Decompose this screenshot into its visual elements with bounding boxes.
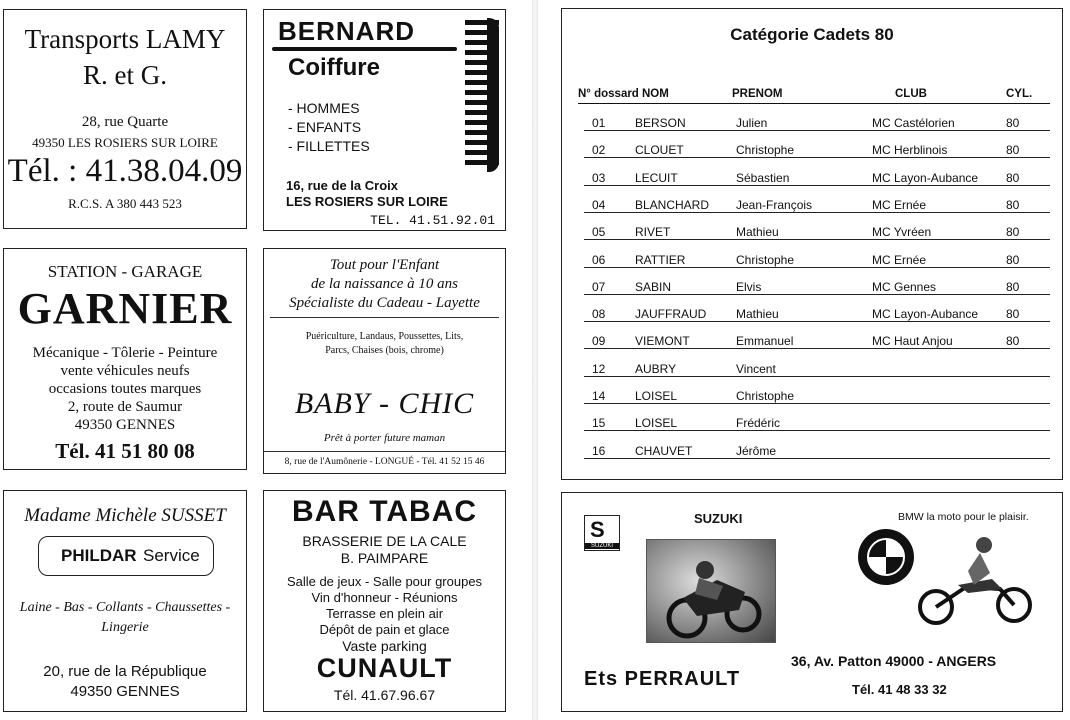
cell-cyl: 80 — [1006, 116, 1020, 130]
cell-nom: RATTIER — [635, 252, 686, 267]
cell-dossard: 09 — [592, 334, 606, 349]
cell-dossard: 01 — [592, 116, 606, 130]
brasserie-name: BRASSERIE DE LA CALE — [302, 533, 467, 549]
logo-underline — [272, 47, 457, 51]
suzuki-logo-label: SUZUKI — [585, 543, 619, 549]
page-gutter — [532, 0, 538, 720]
product-line: Puériculture, Landaus, Poussettes, Lits, — [305, 331, 464, 342]
cell-club: MC Haut Anjou — [872, 334, 953, 349]
table-row — [562, 110, 1062, 137]
product-line: Parcs, Chaises (bois, chrome) — [325, 345, 444, 356]
cell-dossard: 05 — [592, 225, 606, 240]
header-prenom: PRENOM — [732, 88, 783, 100]
row-underline — [584, 239, 1050, 240]
cell-prenom: Christophe — [736, 252, 795, 267]
cell-prenom: Julien — [736, 116, 768, 130]
header-nom: NOM — [642, 88, 669, 100]
table-row — [562, 137, 1062, 164]
address-phone: 8, rue de l'Aumônerie - LONGUÉ - Tél. 41 52 15 46 — [284, 457, 485, 467]
street-address: 16, rue de la Croix — [286, 178, 398, 193]
cell-dossard: 08 — [592, 307, 606, 322]
header-dossard: N° dossard — [578, 88, 639, 100]
cell-dossard: 02 — [592, 143, 606, 158]
cell-nom: RIVET — [635, 225, 671, 240]
table-row — [562, 247, 1062, 274]
header-divider — [578, 103, 1050, 104]
cell-club: MC Layon-Aubance — [872, 170, 979, 185]
street-address: 28, rue Quarte — [81, 114, 169, 130]
brand-subtitle: Coiffure — [288, 54, 380, 81]
phildar-brand: PHILDAR — [61, 546, 137, 565]
cell-prenom: Elvis — [736, 279, 762, 294]
divider — [270, 317, 499, 318]
cell-club: MC Herblinois — [872, 143, 948, 158]
table-row — [562, 383, 1062, 410]
ad-bernard-coiffure — [263, 9, 506, 231]
cell-cyl: 80 — [1006, 170, 1020, 185]
street-address: 20, rue de la République — [43, 663, 207, 680]
row-underline — [584, 294, 1050, 295]
cell-prenom: Jean-François — [736, 197, 813, 212]
cell-prenom: Vincent — [736, 361, 776, 376]
phone-number: Tél. 41 48 33 32 — [852, 682, 947, 697]
cell-club: MC Ernée — [872, 197, 927, 212]
ad-garage-garnier — [3, 248, 247, 470]
cell-prenom: Jérôme — [736, 443, 777, 458]
cell-cyl: 80 — [1006, 334, 1020, 349]
service-line: Mécanique - Tôlerie - Peinture — [32, 345, 218, 361]
cell-prenom: Mathieu — [736, 307, 779, 322]
cell-cyl: 80 — [1006, 279, 1020, 294]
table-row — [562, 274, 1062, 301]
row-underline — [584, 430, 1050, 431]
feature-line: Dépôt de pain et glace — [319, 622, 450, 637]
cell-prenom: Mathieu — [736, 225, 779, 240]
cell-prenom: Sébastien — [736, 170, 790, 185]
cell-dossard: 04 — [592, 197, 606, 212]
suzuki-brand: SUZUKI — [694, 511, 743, 526]
ad-transports-lamy — [3, 9, 247, 229]
ad-phildar-sussut — [3, 490, 247, 712]
cell-nom: CHAUVET — [635, 443, 693, 458]
cell-club: MC Castélorien — [872, 116, 955, 130]
town-name: CUNAULT — [316, 653, 453, 683]
service-item: - ENFANTS — [288, 119, 362, 135]
cell-dossard: 15 — [592, 416, 606, 431]
feature-line: Terrasse en plein air — [325, 606, 444, 621]
row-underline — [584, 403, 1050, 404]
cell-prenom: Christophe — [736, 143, 795, 158]
phone-number: Tél. 41 51 80 08 — [55, 439, 195, 463]
table-row — [562, 410, 1062, 437]
header-cyl: CYL. — [1006, 88, 1033, 100]
table-row — [562, 219, 1062, 246]
cell-cyl: 80 — [1006, 197, 1020, 212]
cell-nom: BLANCHARD — [635, 197, 710, 212]
tagline: Tout pour l'Enfant — [329, 257, 440, 273]
city-address: LES ROSIERS SUR LOIRE — [286, 194, 448, 209]
bmw-tagline: BMW la moto pour le plaisir. — [898, 511, 1029, 523]
cell-club: MC Ernée — [872, 252, 927, 267]
city-address: 49350 GENNES — [74, 417, 176, 433]
business-name: GARNIER — [17, 284, 233, 333]
cell-club: MC Gennes — [872, 279, 937, 294]
cell-club: MC Layon-Aubance — [872, 307, 979, 322]
cell-nom: VIEMONT — [635, 334, 690, 349]
business-address: 36, Av. Patton 49000 - ANGERS — [791, 653, 997, 669]
ad-baby-chic — [263, 248, 506, 474]
cell-dossard: 06 — [592, 252, 606, 267]
cell-nom: SABIN — [635, 279, 672, 294]
cell-nom: LOISEL — [635, 389, 678, 403]
brand-name: BERNARD — [278, 16, 415, 46]
table-row — [562, 165, 1062, 192]
tagline: de la naissance à 10 ans — [310, 276, 459, 292]
row-underline — [584, 458, 1050, 459]
ad-bar-tabac — [263, 490, 506, 712]
header-club: CLUB — [895, 88, 927, 100]
business-name: Transports LAMY — [24, 24, 226, 54]
comb-icon — [465, 18, 499, 172]
row-underline — [584, 267, 1050, 268]
cell-cyl: 80 — [1006, 225, 1020, 240]
city-address: 49350 GENNES — [70, 683, 180, 700]
cell-club: MC Yvréen — [872, 225, 932, 240]
product-line: Lingerie — [101, 620, 149, 635]
row-underline — [584, 157, 1050, 158]
business-name: Ets PERRAULT — [584, 668, 741, 690]
cell-nom: AUBRY — [635, 361, 677, 376]
results-table-cadets — [561, 8, 1063, 480]
table-row — [562, 328, 1062, 355]
cell-cyl: 80 — [1006, 307, 1020, 322]
cell-prenom: Christophe — [736, 389, 795, 403]
service-line: vente véhicules neufs — [60, 363, 190, 379]
cell-nom: BERSON — [635, 116, 686, 130]
cell-dossard: 16 — [592, 443, 606, 458]
phone-number: Tél. : 41.38.04.09 — [7, 153, 243, 189]
service-line: occasions toutes marques — [48, 381, 202, 397]
service-item: - FILLETTES — [288, 138, 370, 154]
city-address: 49350 LES ROSIERS SUR LOIRE — [32, 135, 218, 150]
service-item: - HOMMES — [288, 100, 360, 116]
cell-nom: JAUFFRAUD — [635, 307, 707, 322]
cell-dossard: 07 — [592, 279, 606, 294]
row-underline — [584, 212, 1050, 213]
owner-name: B. PAIMPARE — [340, 550, 429, 566]
business-name: BABY - CHIC — [294, 387, 475, 420]
cell-dossard: 14 — [592, 389, 606, 403]
title: BAR TABAC — [291, 495, 478, 528]
row-underline — [584, 130, 1050, 131]
table-row — [562, 438, 1062, 465]
phone-number: Tél. 41.67.96.67 — [333, 687, 436, 703]
row-underline — [584, 376, 1050, 377]
row-underline — [584, 321, 1050, 322]
cell-dossard: 12 — [592, 361, 606, 376]
rcs-number: R.C.S. A 380 443 523 — [68, 196, 182, 211]
cell-nom: LECUIT — [635, 170, 678, 185]
table-title: Catégorie Cadets 80 — [730, 25, 894, 44]
row-underline — [584, 185, 1050, 186]
tagline: Spécialiste du Cadeau - Layette — [289, 295, 480, 311]
row-underline — [584, 348, 1050, 349]
cell-prenom: Emmanuel — [736, 334, 794, 349]
cell-nom: CLOUET — [635, 143, 684, 158]
cell-cyl: 80 — [1006, 252, 1020, 267]
cell-nom: LOISEL — [635, 416, 678, 431]
street-address: 2, route de Saumur — [67, 399, 183, 415]
feature-line: Salle de jeux - Salle pour groupes — [286, 574, 483, 589]
motorcycle-photo — [646, 539, 776, 643]
phildar-service: Service — [143, 546, 200, 565]
cell-cyl: 80 — [1006, 143, 1020, 158]
divider — [264, 451, 505, 452]
table-row — [562, 356, 1062, 383]
phildar-logo — [38, 536, 214, 576]
table-row — [562, 301, 1062, 328]
owner-name: Madame Michèle SUSSET — [24, 505, 226, 526]
heading: STATION - GARAGE — [47, 262, 203, 281]
cell-prenom: Frédéric — [736, 416, 781, 431]
phone-number: TEL. 41.51.92.01 — [370, 213, 495, 228]
ad-ets-perrault — [561, 492, 1063, 712]
suzuki-logo-icon: S SUZUKI — [584, 515, 620, 551]
cell-dossard: 03 — [592, 170, 606, 185]
feature-line: Vaste parking — [342, 638, 427, 654]
business-owners: R. et G. — [83, 60, 167, 90]
sub-tagline: Prêt à porter future maman — [323, 432, 446, 444]
feature-line: Vin d'honneur - Réunions — [311, 590, 458, 605]
table-row — [562, 192, 1062, 219]
product-line: Laine - Bas - Collants - Chaussettes - — [19, 600, 231, 615]
dirtbike-rider-illustration — [896, 531, 1046, 627]
